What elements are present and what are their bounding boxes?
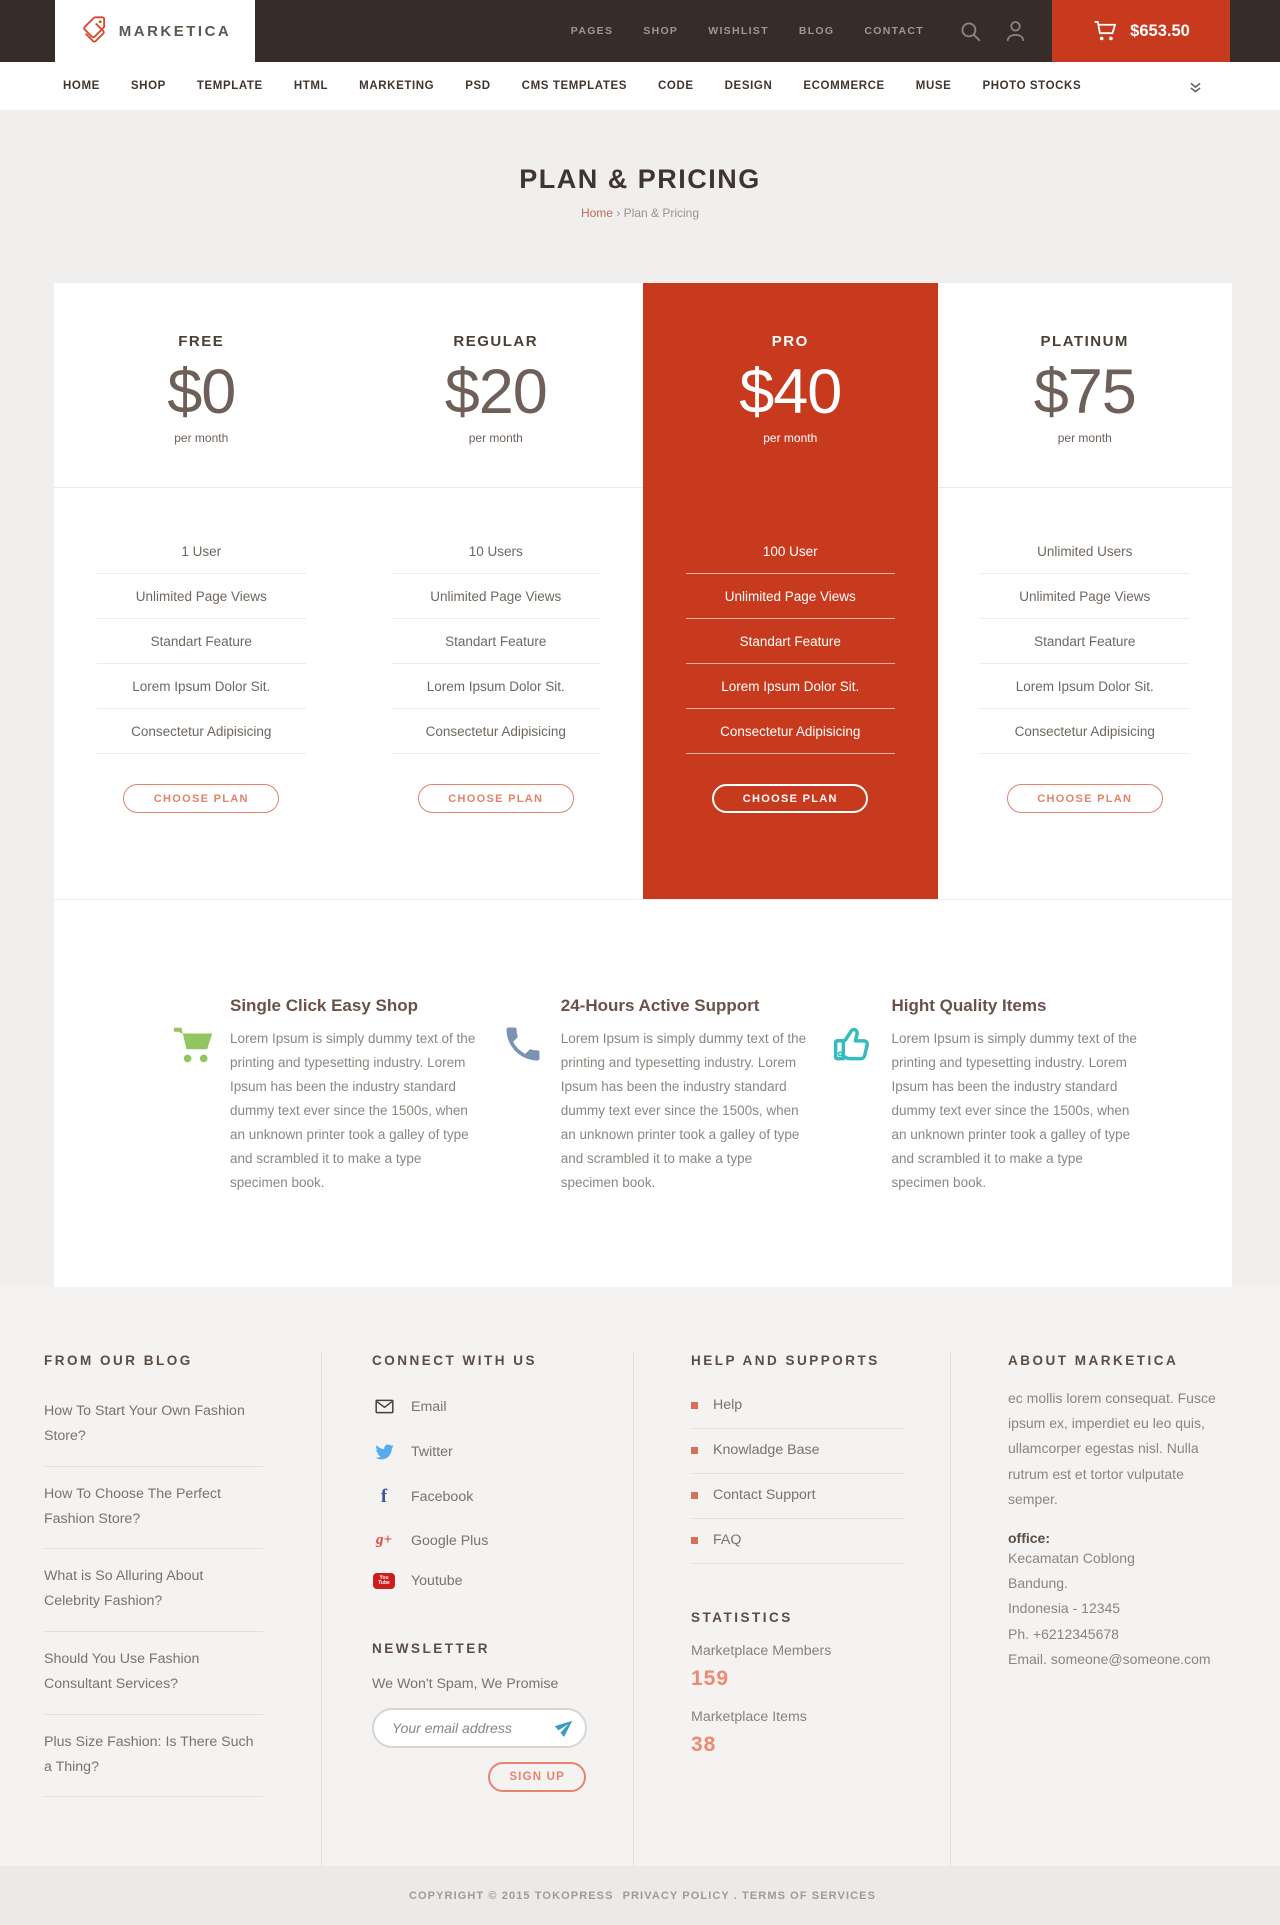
help-link-knowledge-base[interactable]: Knowladge Base [691, 1429, 905, 1474]
plan-feature: Consectetur Adipisicing [686, 709, 895, 754]
pricing-card [54, 283, 1232, 1287]
address-line: Indonesia - 12345 [1008, 1600, 1121, 1617]
blog-link[interactable]: Should You Use Fashion Consultant Services? [44, 1632, 263, 1715]
footer-heading-help: HELP AND SUPPORTS [691, 1353, 880, 1368]
benefit-body: Lorem Ipsum is simply dummy text of the printing and typesetting industry. Lorem Ipsum has been the industry standard dummy text ever since the 1500s, when an unknown printer took a galley of type and scrambled it to make a type specimen book. [560, 1031, 807, 1191]
plan-name: PLATINUM [1040, 333, 1129, 350]
breadcrumb-home-link[interactable]: Home [580, 206, 613, 220]
plan-feature: Lorem Ipsum Dolor Sit. [686, 664, 895, 709]
copyright-text: COPYRIGHT © 2015 TOKOPRESS [408, 1889, 614, 1902]
plan-feature: Standart Feature [980, 619, 1189, 664]
footer [0, 1287, 1280, 1866]
tag-icon [79, 15, 109, 47]
user-account-icon[interactable] [1003, 19, 1028, 44]
facebook-icon: f [380, 1486, 388, 1507]
topnav-wishlist[interactable]: WISHLIST [708, 25, 769, 37]
topnav-shop[interactable]: SHOP [643, 25, 679, 37]
footer-heading-statistics: STATISTICS [691, 1610, 793, 1625]
nav-code[interactable]: CODE [658, 80, 694, 92]
stat-label-members: Marketplace Members [691, 1643, 832, 1659]
nav-design[interactable]: DESIGN [724, 80, 773, 92]
cart-icon [1092, 18, 1119, 45]
social-link-facebook[interactable]: f Facebook [372, 1474, 586, 1520]
stat-value-members: 159 [691, 1667, 730, 1690]
plan-feature: Standart Feature [391, 619, 600, 664]
topnav-pages[interactable]: PAGES [570, 25, 614, 37]
plan-price: $20 [444, 357, 547, 427]
plan-feature: Unlimited Page Views [391, 574, 600, 619]
utility-nav [571, 25, 924, 37]
plan-feature: 10 Users [391, 529, 600, 574]
plan-feature-list [97, 529, 306, 754]
benefit-body: Lorem Ipsum is simply dummy text of the printing and typesetting industry. Lorem Ipsum has been the industry standard dummy text ever since the 1500s, when an unknown printer took a galley of type and scrambled it to make a type specimen book. [230, 1031, 476, 1191]
plan-name: PRO [771, 333, 809, 350]
nav-psd[interactable]: PSD [465, 80, 491, 92]
shopping-cart-icon [170, 1022, 218, 1073]
blog-link[interactable]: How To Choose The Perfect Fashion Store? [44, 1467, 263, 1550]
search-icon[interactable] [958, 19, 983, 44]
benefit-support [501, 996, 809, 1287]
brand-name: MARKETICA [118, 22, 232, 40]
footer-heading-about: ABOUT MARKETICA [1008, 1353, 1179, 1368]
social-link-youtube[interactable]: You Tube Youtube [372, 1561, 586, 1601]
plan-feature: Unlimited Page Views [97, 574, 306, 619]
social-link-google-plus[interactable]: g+ Google Plus [372, 1520, 586, 1561]
topnav-blog[interactable]: BLOG [798, 25, 835, 37]
social-link-twitter[interactable]: Twitter [372, 1429, 586, 1474]
plan-feature: Lorem Ipsum Dolor Sit. [97, 664, 306, 709]
plan-price: $75 [1033, 357, 1136, 427]
stat-label-items: Marketplace Items [691, 1709, 807, 1725]
social-link-email[interactable]: Email [372, 1384, 586, 1429]
plan-name: REGULAR [453, 333, 539, 350]
nav-html[interactable]: HTML [293, 80, 329, 92]
footer-blog-column [44, 1351, 322, 1866]
cart-total: $653.50 [1130, 21, 1190, 40]
newsletter-signup-button[interactable]: SIGN UP [488, 1762, 586, 1792]
plan-feature: Consectetur Adipisicing [97, 709, 306, 754]
page-title: PLAN & PRICING [519, 164, 761, 194]
footer-heading-connect: CONNECT WITH US [372, 1353, 537, 1368]
blog-link[interactable]: What is So Alluring About Celebrity Fashion? [44, 1549, 263, 1632]
plan-feature: 1 User [97, 529, 306, 574]
choose-plan-button-pro[interactable]: CHOOSE PLAN [712, 784, 868, 813]
youtube-icon: You Tube [372, 1573, 396, 1589]
nav-home[interactable]: HOME [63, 80, 100, 92]
nav-ecommerce[interactable]: ECOMMERCE [803, 80, 885, 92]
topnav-contact[interactable]: CONTACT [864, 25, 924, 37]
page-hero [0, 110, 1280, 283]
email-icon [372, 1396, 396, 1417]
footer-help-column [634, 1351, 951, 1866]
address-line: Bandung. [1008, 1575, 1068, 1592]
nav-shop[interactable]: SHOP [130, 80, 166, 92]
about-text: ec mollis lorem consequat. Fusce ipsum ex, imperdiet eu leo quis, ullamcorper egestas nisl. Nulla rutrum est et tortor vulputate semper. [1008, 1390, 1216, 1507]
plan-feature: Unlimited Page Views [980, 574, 1189, 619]
breadcrumb-separator: › [616, 206, 621, 220]
choose-plan-button-regular[interactable]: CHOOSE PLAN [418, 784, 574, 813]
newsletter-section [372, 1641, 586, 1792]
plan-feature: Lorem Ipsum Dolor Sit. [391, 664, 600, 709]
benefit-body: Lorem Ipsum is simply dummy text of the printing and typesetting industry. Lorem Ipsum has been the industry standard dummy text ever since the 1500s, when an unknown printer took a galley of type and scrambled it to make a type specimen book. [891, 1031, 1137, 1191]
plan-period: per month [468, 431, 523, 445]
breadcrumb-current: Plan & Pricing [623, 206, 700, 220]
plan-feature: Standart Feature [686, 619, 895, 664]
phone-icon [501, 1022, 549, 1071]
blog-link[interactable]: Plus Size Fashion: Is There Such a Thing? [44, 1715, 263, 1798]
benefit-title: 24-Hours Active Support [560, 996, 760, 1015]
plan-feature: Unlimited Users [980, 529, 1189, 574]
plan-feature-list [686, 529, 895, 754]
stat-value-items: 38 [691, 1733, 717, 1756]
plan-column-platinum [938, 283, 1233, 899]
plan-name: FREE [178, 333, 225, 350]
footer-heading-newsletter: NEWSLETTER [372, 1641, 490, 1656]
send-icon[interactable] [556, 1717, 575, 1741]
square-bullet-icon [691, 1537, 698, 1544]
brand-logo[interactable] [55, 0, 255, 62]
footer-connect-column [322, 1351, 634, 1866]
plan-feature: Lorem Ipsum Dolor Sit. [980, 664, 1189, 709]
plan-period: per month [763, 431, 818, 445]
plan-period: per month [174, 431, 229, 445]
breadcrumb [0, 206, 1280, 220]
pricing-table [54, 283, 1232, 900]
copyright-separator: . [733, 1889, 739, 1902]
help-link-contact-support[interactable]: Contact Support [691, 1474, 905, 1519]
nav-marketing[interactable]: MARKETING [359, 80, 435, 92]
square-bullet-icon [691, 1447, 698, 1454]
blog-link[interactable]: How To Start Your Own Fashion Store? [44, 1384, 263, 1467]
address-line: Email. someone@someone.com [1008, 1650, 1211, 1667]
plan-feature: Standart Feature [97, 619, 306, 664]
square-bullet-icon [691, 1402, 698, 1409]
top-header-bar [0, 0, 1280, 62]
plan-column-free [54, 283, 349, 899]
benefit-easy-shop [170, 996, 478, 1287]
address-line: Ph. +6212345678 [1008, 1625, 1119, 1642]
plan-column-pro-highlighted [643, 283, 938, 899]
plan-feature: 100 User [686, 529, 895, 574]
plan-column-regular [349, 283, 644, 899]
plan-price: $0 [167, 357, 236, 427]
header-icons [958, 19, 1028, 44]
choose-plan-button-free[interactable]: CHOOSE PLAN [123, 784, 279, 813]
address-line: Kecamatan Coblong [1008, 1549, 1135, 1566]
choose-plan-button-platinum[interactable]: CHOOSE PLAN [1007, 784, 1163, 813]
nav-photo-stocks[interactable]: PHOTO STOCKS [982, 80, 1082, 92]
square-bullet-icon [691, 1492, 698, 1499]
nav-template[interactable]: TEMPLATE [196, 80, 263, 92]
benefits-section [54, 900, 1232, 1287]
plan-feature-list [980, 529, 1189, 754]
statistics-section [691, 1610, 905, 1757]
plan-feature: Unlimited Page Views [686, 574, 895, 619]
help-link-faq[interactable]: FAQ [691, 1519, 905, 1564]
benefit-title: Hight Quality Items [891, 996, 1047, 1015]
terms-of-services-link[interactable]: TERMS OF SERVICES [742, 1889, 877, 1902]
twitter-icon [372, 1441, 396, 1462]
cart-button[interactable] [1052, 0, 1230, 62]
benefit-title: Single Click Easy Shop [230, 996, 419, 1015]
google-plus-icon: g+ [375, 1532, 393, 1548]
chevron-double-down-icon[interactable] [1189, 80, 1202, 98]
benefit-quality [832, 996, 1140, 1287]
nav-muse[interactable]: MUSE [915, 80, 952, 92]
privacy-policy-link[interactable]: PRIVACY POLICY [622, 1889, 730, 1902]
plan-feature-list [391, 529, 600, 754]
footer-heading-blog: FROM OUR BLOG [44, 1353, 193, 1368]
office-label: office: [1008, 1529, 1050, 1546]
help-link-help[interactable]: Help [691, 1384, 905, 1429]
thumbs-up-icon [832, 1022, 880, 1071]
copyright-bar [0, 1866, 1280, 1925]
plan-feature: Consectetur Adipisicing [980, 709, 1189, 754]
plan-period: per month [1057, 431, 1112, 445]
main-navigation [0, 62, 1280, 110]
nav-cms-templates[interactable]: CMS TEMPLATES [521, 80, 628, 92]
plan-price: $40 [739, 357, 842, 427]
newsletter-tagline: We Won't Spam, We Promise [372, 1676, 559, 1692]
footer-about-column [951, 1351, 1236, 1866]
plan-feature: Consectetur Adipisicing [391, 709, 600, 754]
